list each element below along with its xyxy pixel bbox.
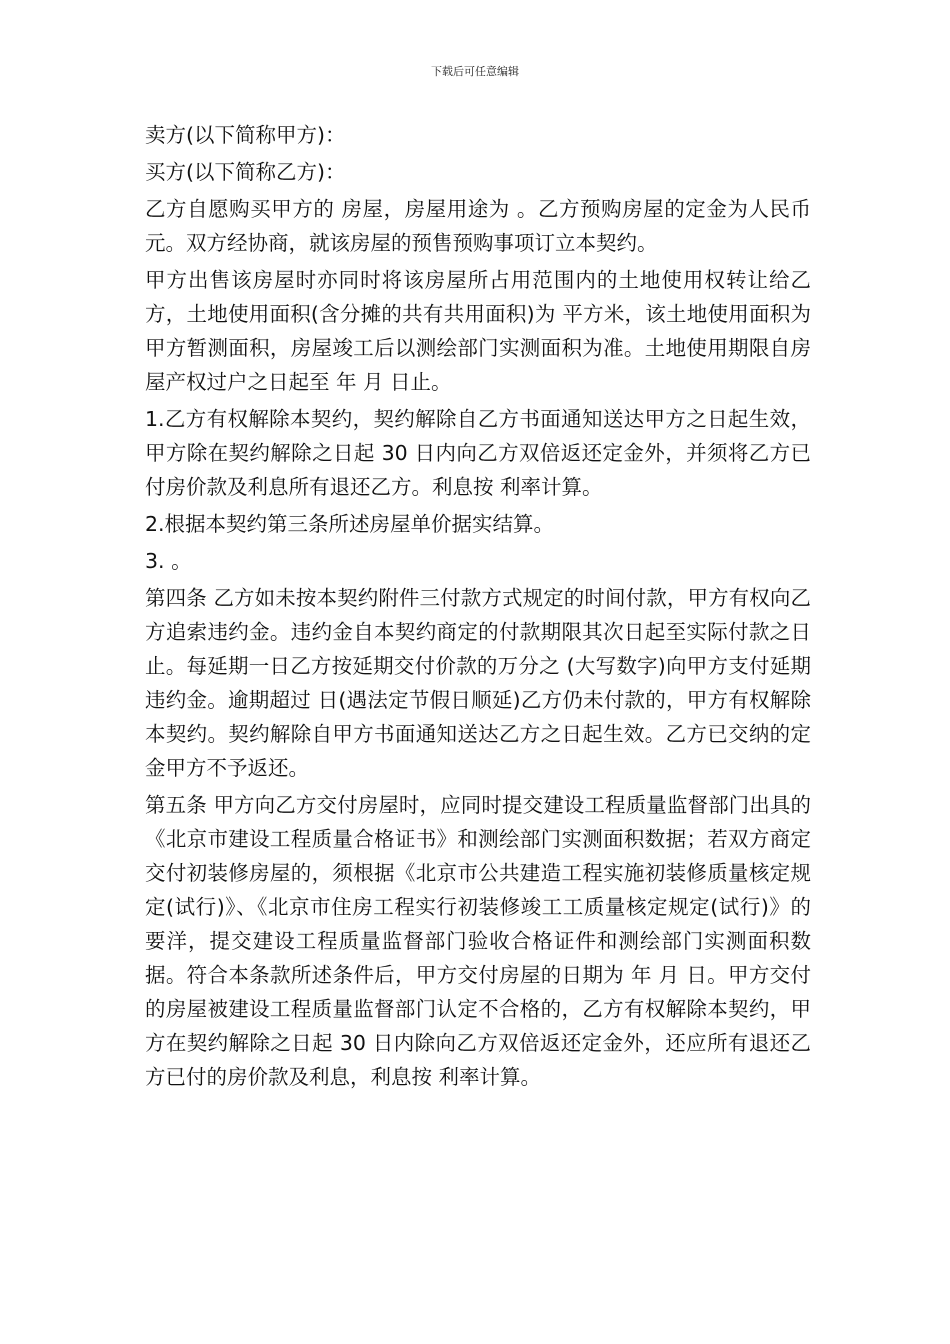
page-header-note: 下载后可任意编辑 (431, 65, 519, 78)
contract-body (145, 118, 811, 1097)
purchase-intent-paragraph: 乙方自愿购买甲方的 房屋，房屋用途为 。乙方预购房屋的定金为人民币 元。双方经协商，就该房屋的预售预购事项订立本契约。 (145, 197, 811, 255)
buyer-line: 买方(以下简称乙方)： (145, 160, 346, 184)
article-5-paragraph: 第五条 甲方向乙方交付房屋时，应同时提交建设工程质量监督部门出具的《北京市建设工程质量合格证书》和测绘部门实测面积数据；若双方商定交付初装修房屋的，须根据《北京市公共建造工程实施初装修质量核定规定(试行)》、《北京市住房工程实行初装修竣工工质量核定规定(试行)》的要洋，提交建设工程质量监督部门验收合格证件和测绘部门实测面积数据。符合本条款所述条件后，甲方交付房屋的日期为 年 月 日。甲方交付的房屋被建设工程质量监督部门认定不合格的，乙方有权解除本契约，甲方在契约解除之日起 30 日内除向乙方双倍返还定金外，还应所有退还乙方已付的房价款及利息，利息按 利率计算。 (145, 793, 811, 1089)
clause-item-2: 2.根据本契约第三条所述房屋单价据实结算。 (145, 512, 555, 536)
clause-item-1: 1.乙方有权解除本契约，契约解除自乙方书面通知送达甲方之日起生效，甲方除在契约解除之日起 30 日内向乙方双倍返还定金外，并须将乙方已付房价款及利息所有退还乙方。利息按 利率计算。 (145, 407, 811, 499)
land-use-paragraph: 甲方出售该房屋时亦同时将该房屋所占用范围内的土地使用权转让给乙方，土地使用面积(含分摊的共有共用面积)为 平方米，该土地使用面积为甲方暂测面积，房屋竣工后以测绘部门实测面积为准。土地使用期限自房屋产权过户之日起至 年 月 日止。 (145, 268, 811, 394)
clause-item-3: 3. 。 (145, 549, 192, 573)
seller-line: 卖方(以下简称甲方)： (145, 123, 346, 147)
article-4-paragraph: 第四条 乙方如未按本契约附件三付款方式规定的时间付款，甲方有权向乙方追索违约金。违约金自本契约商定的付款期限其次日起至实际付款之日止。每延期一日乙方按延期交付价款的万分之 (大写数字)向甲方支付延期违约金。逾期超过 日(遇法定节假日顺延)乙方仍未付款的，甲方有权解除本契约。契约解除自甲方书面通知送达乙方之日起生效。乙方已交纳的定金甲方不予返还。 (145, 586, 811, 780)
